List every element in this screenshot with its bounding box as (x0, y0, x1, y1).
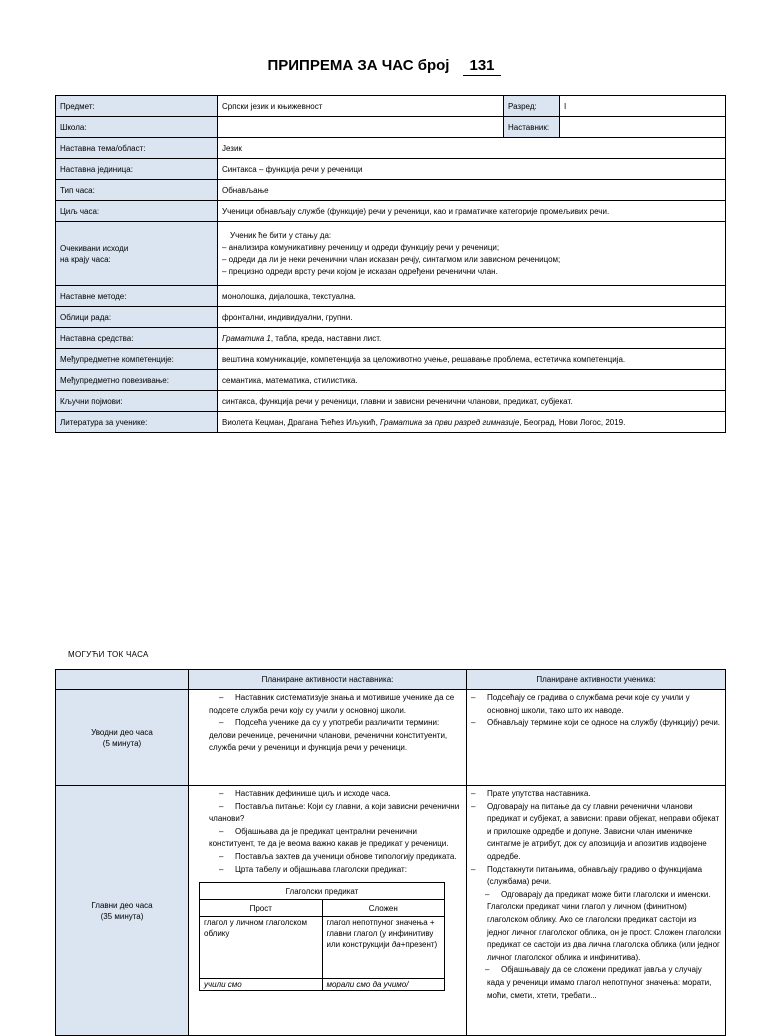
stage-intro-name: Уводни део часа (91, 727, 153, 737)
flow-section-title: МОГУЋИ ТОК ЧАСА (68, 650, 149, 659)
activity-item: – Поставља захтев да ученици обнове типологију предиката. (193, 851, 462, 864)
verb-complex-desc (322, 917, 445, 979)
outcomes-label-line-2: на крају часа: (60, 254, 111, 264)
key-terms-label: Кључни појмови: (56, 391, 218, 412)
lesson-type-value: Обнављање (218, 180, 726, 201)
stage-intro-duration: (5 минута) (102, 738, 142, 748)
activity-item: – Наставник систематизује знања и мотивише ученике да се подсете служба речи коју су учили у основној школи. (193, 692, 462, 717)
activity-item: – Подсећају се градива о службама речи које су учили у основној школи, тако што их наводе. (471, 692, 721, 717)
activity-item: – Прате упутства наставника. (471, 788, 721, 801)
competences-label: Међупредметне компетенције: (56, 349, 218, 370)
stage-intro (56, 690, 189, 786)
teacher-label: Наставник: (504, 117, 560, 138)
activity-item: – Црта табелу и објашњава глаголски предикат: (193, 864, 462, 877)
goal-label: Циљ часа: (56, 201, 218, 222)
verb-complex-desc-italic: да (391, 940, 401, 950)
resources-value (218, 328, 726, 349)
school-value (218, 117, 504, 138)
verb-table-title: Глаголски предикат (200, 883, 445, 900)
topic-label: Наставна тема/област: (56, 138, 218, 159)
activity-item: – Подстакнути питањима, обнављају градиво о функцијама (службама) речи. (471, 864, 721, 889)
outcome-item: ‒ анализира комуникативну реченицу и одреди функцију речи у реченици; (222, 242, 500, 252)
intro-student-activities (467, 690, 726, 786)
verb-col-simple: Прост (200, 900, 323, 917)
outcomes-label-line-1: Очекивани исходи (60, 243, 129, 253)
correlation-value: семантика, математика, стилистика. (218, 370, 726, 391)
title-text: ПРИПРЕМА ЗА ЧАС број (267, 57, 450, 74)
key-terms-value: синтакса, функција речи у реченици, главни и зависни реченични чланови, предикат, субјекат. (218, 391, 726, 412)
verb-simple-desc: глагол у личном глаголском облику (200, 917, 323, 979)
literature-label: Литература за ученике: (56, 412, 218, 433)
verb-complex-example: морали смо да учимо/ (322, 979, 445, 991)
outcome-item: ‒ одреди да ли је неки реченични члан исказан речју, синтагмом или зависном реченицом; (222, 254, 561, 264)
lesson-flow-table (55, 669, 726, 1036)
activity-item: – Обнављају термине који се односе на службу (функцију) речи. (471, 717, 721, 730)
verb-predicate-table (199, 882, 445, 991)
lesson-number: 131 (463, 57, 500, 76)
grade-label: Разред: (504, 96, 560, 117)
topic-value: Језик (218, 138, 726, 159)
lesson-type-label: Тип часа: (56, 180, 218, 201)
main-student-activities (467, 786, 726, 1036)
forms-label: Облици рада: (56, 307, 218, 328)
activity-item: – Објашњава да је предикат централни реченични конституент, те да је веома важно какав је предикат у реченици. (193, 826, 462, 851)
goal-value: Ученици обнављају службе (функције) речи у реченици, као и граматичке категорије промељивих речи. (218, 201, 726, 222)
competences-value: вештина комуникације, компетенција за целоживотно учење, решавање проблема, естетичка компетенција. (218, 349, 726, 370)
outcomes-value (218, 222, 726, 286)
resources-rest: , табла, креда, наставни лист. (270, 333, 382, 343)
outcomes-intro: Ученик ће бити у стању да: (230, 230, 332, 240)
school-label: Школа: (56, 117, 218, 138)
stage-main-duration: (35 минута) (100, 911, 144, 921)
activity-item: – Поставља питање: Који су главни, а који зависни реченични чланови? (193, 801, 462, 826)
correlation-label: Међупредметно повезивање: (56, 370, 218, 391)
subject-value: Српски језик и књижевност (218, 96, 504, 117)
stage-main-name: Главни део часа (91, 900, 153, 910)
forms-value: фронтални, индивидуални, групни. (218, 307, 726, 328)
verb-complex-desc-2: +презент) (400, 940, 438, 950)
unit-value: Синтакса – функција речи у реченици (218, 159, 726, 180)
grade-value: I (560, 96, 726, 117)
verb-complex-desc-1: глагол непотпуног значења + главни глагол (у инфинитиву или конструкцији (326, 918, 435, 950)
main-teacher-activities (189, 786, 467, 1036)
outcomes-label (56, 222, 218, 286)
literature-rest: , Београд, Нови Логос, 2019. (519, 417, 626, 427)
unit-label: Наставна јединица: (56, 159, 218, 180)
literature-authors: Виолета Кецман, Драгана Ћећез Иљукић, (222, 417, 381, 427)
intro-teacher-activities (189, 690, 467, 786)
flow-header-empty (56, 670, 189, 690)
stage-main (56, 786, 189, 1036)
literature-book: Граматика за први разред гимназије (380, 417, 520, 427)
lesson-info-table (55, 95, 726, 433)
activity-item: – Одговарају на питање да су главни реченични чланови предикат и субјекат, а зависни: прави објекат, неправи објекат и прилошке одредбе и допуне. Зависни члан именичке синтагме је атрибут, док су апозиција и апозитив издвојене одредбе. (471, 801, 721, 864)
methods-label: Наставне методе: (56, 286, 218, 307)
teacher-value (560, 117, 726, 138)
activity-item: – Одговарају да предикат може бити глаголски и именски. Глаголски предикат чини глагол у личном (финитном) глаголском облику. Ако се глаголски предикат састоји из једног личног глаголског облика, он је прост. Сложен глаголски предикат се састоји из два лична глаголска облика (или једног личног глаголског облика и инфинитива). (471, 889, 721, 965)
literature-value (218, 412, 726, 433)
activity-item: – Подсећа ученике да су у употреби различити термини: делови реченице, реченични чланови, реченични конституенти, служба речи у реченици и функција речи у реченици. (193, 717, 462, 755)
resources-book: Граматика 1 (222, 333, 271, 343)
flow-header-students: Планиране активности ученика: (467, 670, 726, 690)
subject-label: Предмет: (56, 96, 218, 117)
activity-item: – Објашњавају да се сложени предикат јавља у случају када у реченици имамо глагол непотпуног значења: морати, моћи, смети, хтети, требати... (471, 964, 721, 1002)
resources-label: Наставна средства: (56, 328, 218, 349)
methods-value: монолошка, дијалошка, текстуална. (218, 286, 726, 307)
page-title (0, 57, 768, 76)
flow-header-teacher: Планиране активности наставника: (189, 670, 467, 690)
verb-col-complex: Сложен (322, 900, 445, 917)
activity-item: – Наставник дефинише циљ и исходе часа. (193, 788, 462, 801)
verb-simple-example: учили смо (200, 979, 323, 991)
outcome-item: ‒ прецизно одреди врсту речи којом је исказан одређени реченични члан. (222, 266, 498, 276)
